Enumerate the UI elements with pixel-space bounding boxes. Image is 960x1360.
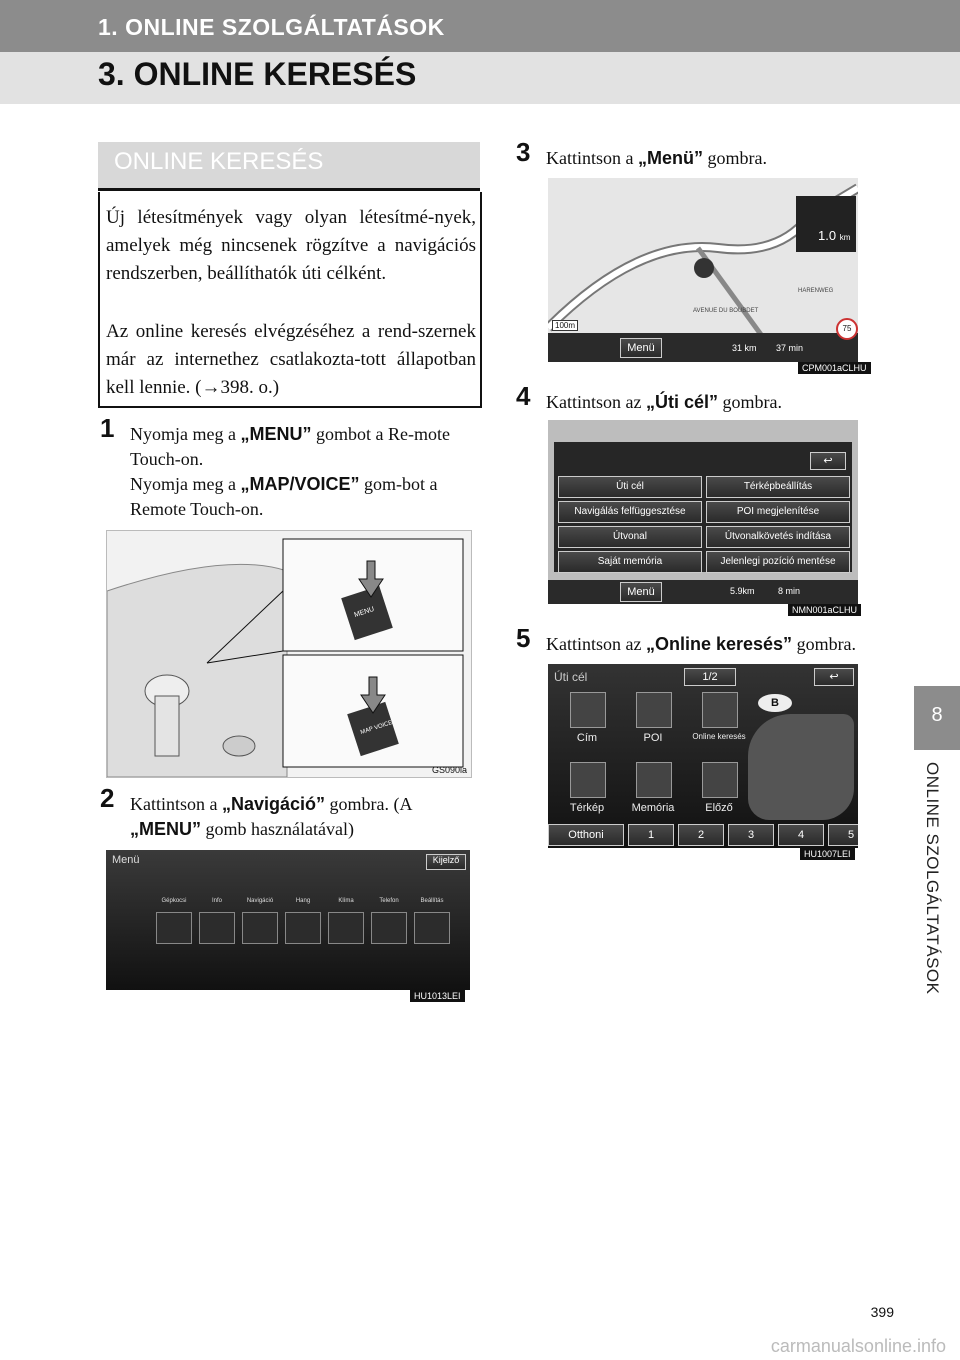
destination-icon-grid [556, 692, 756, 822]
nav-menu-button[interactable]: Menü [620, 582, 662, 602]
step-text: gomb használatával) [201, 819, 354, 839]
destination-bottom-button-3[interactable]: 3 [728, 824, 774, 846]
menu-item-label: Navigáció [246, 898, 274, 904]
menu-item-4[interactable] [326, 898, 366, 958]
step-key: „Navigáció” [222, 794, 326, 814]
menu-item-label: Beállítás [420, 898, 444, 904]
chapter-tab-number: 8 [931, 704, 943, 726]
remote-touch-illustration [107, 531, 471, 777]
infobox-para2: Az online keresés elvégzéséhez a rend-szernek már az internethez csatlakozta-tott állapotban kell lennie. (→398. o.) [106, 321, 476, 398]
menu-item-icon [371, 912, 407, 944]
destination-item-label: Előző [705, 802, 733, 814]
chapter-side-label: ONLINE SZOLGÁLTATÁSOK [923, 762, 942, 995]
step-1 [100, 413, 480, 522]
turn-distance [818, 228, 850, 243]
destination-item-label: Cím [576, 732, 598, 744]
nav-menu-button-0[interactable]: Úti cél [558, 476, 702, 498]
step-text: Nyomja meg a [130, 424, 241, 444]
region-badge[interactable]: B [758, 694, 792, 712]
destination-item-icon [636, 692, 672, 728]
street-label: HARENWEG [798, 288, 834, 294]
nav-menu-button-5[interactable]: Útvonalkövetés indítása [706, 526, 850, 548]
trip-distance: 31 km [732, 343, 757, 353]
menu-item-icon [156, 912, 192, 944]
infobox-heading-text: ONLINE KERESÉS [114, 148, 324, 175]
destination-bottom-button-0[interactable]: Otthoni [548, 824, 624, 846]
destination-item-icon [570, 762, 606, 798]
step-text: Kattintson az [546, 634, 646, 654]
destination-item-5[interactable] [688, 762, 750, 826]
step-number: 3 [516, 137, 531, 167]
menu-screen [106, 850, 470, 990]
destination-bottom-button-5[interactable]: 5 [828, 824, 858, 846]
destination-item-label: Térkép [569, 802, 605, 814]
nav-menu-screen [548, 420, 858, 604]
nav-menu-button-3[interactable]: POI megjelenítése [706, 501, 850, 523]
destination-bottom-button-2[interactable]: 2 [678, 824, 724, 846]
destination-item-0[interactable] [556, 692, 618, 756]
figure-code: HU1007LEI [800, 848, 855, 860]
menu-item-icon [328, 912, 364, 944]
step-text: gombot a Re-mote Touch-on. [130, 424, 450, 469]
destination-screen [548, 664, 858, 848]
step-2 [100, 783, 480, 842]
destination-item-label: Memória [631, 802, 675, 814]
step-number: 4 [516, 381, 531, 411]
section-title: 3. ONLINE KERESÉS [98, 56, 417, 92]
figure-code: NMN001aCLHU [788, 604, 861, 616]
map-scale: 100m [552, 320, 578, 331]
map-menu-button[interactable]: Menü [620, 338, 662, 358]
page-indicator[interactable]: 1/2 [684, 668, 736, 686]
mapvoice-key-label: MAP VOICE [359, 720, 394, 736]
menu-item-0[interactable] [154, 898, 194, 958]
menu-item-icon [242, 912, 278, 944]
menu-item-6[interactable] [412, 898, 452, 958]
menu-item-1[interactable] [197, 898, 237, 958]
destination-bottom-button-4[interactable]: 4 [778, 824, 824, 846]
destination-bottom-bar [548, 824, 858, 848]
destination-item-4[interactable] [622, 762, 684, 826]
street-label: AVENUE DU BOUBDET [693, 308, 759, 314]
nav-menu-button-4[interactable]: Útvonal [558, 526, 702, 548]
europe-map [748, 714, 854, 820]
destination-item-icon [702, 762, 738, 798]
chapter-title: 1. ONLINE SZOLGÁLTATÁSOK [98, 14, 445, 40]
nav-bottom-bar [548, 580, 858, 604]
back-button[interactable]: ↩ [814, 668, 854, 686]
display-button[interactable]: Kijelző [426, 854, 466, 870]
step-number: 5 [516, 623, 531, 653]
nav-menu-button-7[interactable]: Jelenlegi pozíció mentése [706, 551, 850, 573]
step-text: gombra. [792, 634, 857, 654]
menu-item-label: Telefon [379, 898, 399, 904]
step-text: Kattintson a [546, 148, 638, 168]
back-button[interactable]: ↩ [810, 452, 846, 470]
step-text: Kattintson a [130, 794, 222, 814]
trip-time: 8 min [778, 586, 801, 596]
menu-item-icon [414, 912, 450, 944]
destination-item-2[interactable] [688, 692, 750, 756]
turn-distance-unit: km [839, 233, 851, 242]
menu-key-label: MENU [353, 605, 376, 620]
step-text: gom-bot a Remote Touch-on. [130, 474, 438, 519]
nav-menu-grid [558, 476, 850, 572]
step-key: „Online keresés” [645, 634, 793, 654]
trip-distance: 5.9km [730, 586, 755, 596]
destination-item-icon [702, 692, 738, 728]
figure-code: CPM001aCLHU [798, 362, 871, 374]
map-illustration [548, 178, 858, 362]
step-key: „Úti cél” [645, 392, 719, 412]
map-screen [548, 178, 858, 362]
figure-code: GS090la [431, 765, 467, 775]
infobox-para1: Új létesítmények vagy olyan létesítmé-nyek, amelyek még nincsenek rögzítve a navigációs rendszerben, beállíthatók úti célként. [106, 207, 476, 284]
step-4 [516, 381, 886, 415]
chapter-tab [914, 686, 960, 750]
destination-item-3[interactable] [556, 762, 618, 826]
destination-bottom-button-1[interactable]: 1 [628, 824, 674, 846]
step-text: gombra. [703, 148, 767, 168]
menu-screen-title: Menü [112, 854, 140, 866]
menu-item-label: Info [211, 898, 222, 904]
menu-item-icon [199, 912, 235, 944]
menu-item-5[interactable] [369, 898, 409, 958]
step-number: 2 [100, 783, 115, 813]
menu-item-label: Gépkocsi [161, 898, 187, 904]
nav-menu-button-2[interactable]: Navigálás felfüggesztése [558, 501, 702, 523]
step-key: „MENU” [240, 424, 312, 444]
menu-item-label: Klíma [338, 898, 354, 904]
step-key: „Menü” [638, 148, 703, 168]
destination-item-icon [570, 692, 606, 728]
destination-item-label: Online keresés [692, 732, 746, 741]
step-text: Nyomja meg a [130, 474, 241, 494]
remote-touch-figure [106, 530, 472, 778]
chapter-band [0, 0, 960, 52]
destination-item-icon [636, 762, 672, 798]
section-band [0, 52, 960, 104]
step-number: 1 [100, 413, 115, 443]
step-text: gombra. [718, 392, 782, 412]
menu-icon-row [154, 898, 460, 958]
destination-item-label: POI [643, 732, 663, 744]
menu-item-3[interactable] [283, 898, 323, 958]
step-key: „MAP/VOICE” [240, 474, 360, 494]
destination-title: Úti cél [554, 670, 588, 684]
destination-item-1[interactable] [622, 692, 684, 756]
page-number: 399 [870, 1304, 894, 1320]
speed-limit-sign: 75 [836, 318, 858, 340]
menu-item-icon [285, 912, 321, 944]
menu-item-label: Hang [295, 898, 311, 904]
nav-menu-button-6[interactable]: Saját memória [558, 551, 702, 573]
step-5 [516, 623, 896, 657]
nav-menu-button-1[interactable]: Térképbeállítás [706, 476, 850, 498]
turn-distance-value: 1.0 [818, 228, 837, 243]
trip-time: 37 min [776, 343, 804, 353]
infobox [98, 192, 482, 408]
step-key: „MENU” [130, 819, 201, 839]
figure-code: HU1013LEI [410, 990, 465, 1002]
step-text: gombra. (A [325, 794, 413, 814]
watermark: carmanualsonline.info [770, 1336, 946, 1356]
menu-item-2[interactable] [240, 898, 280, 958]
infobox-heading [98, 142, 480, 191]
step-text: Kattintson az [546, 392, 646, 412]
step-3 [516, 137, 886, 171]
